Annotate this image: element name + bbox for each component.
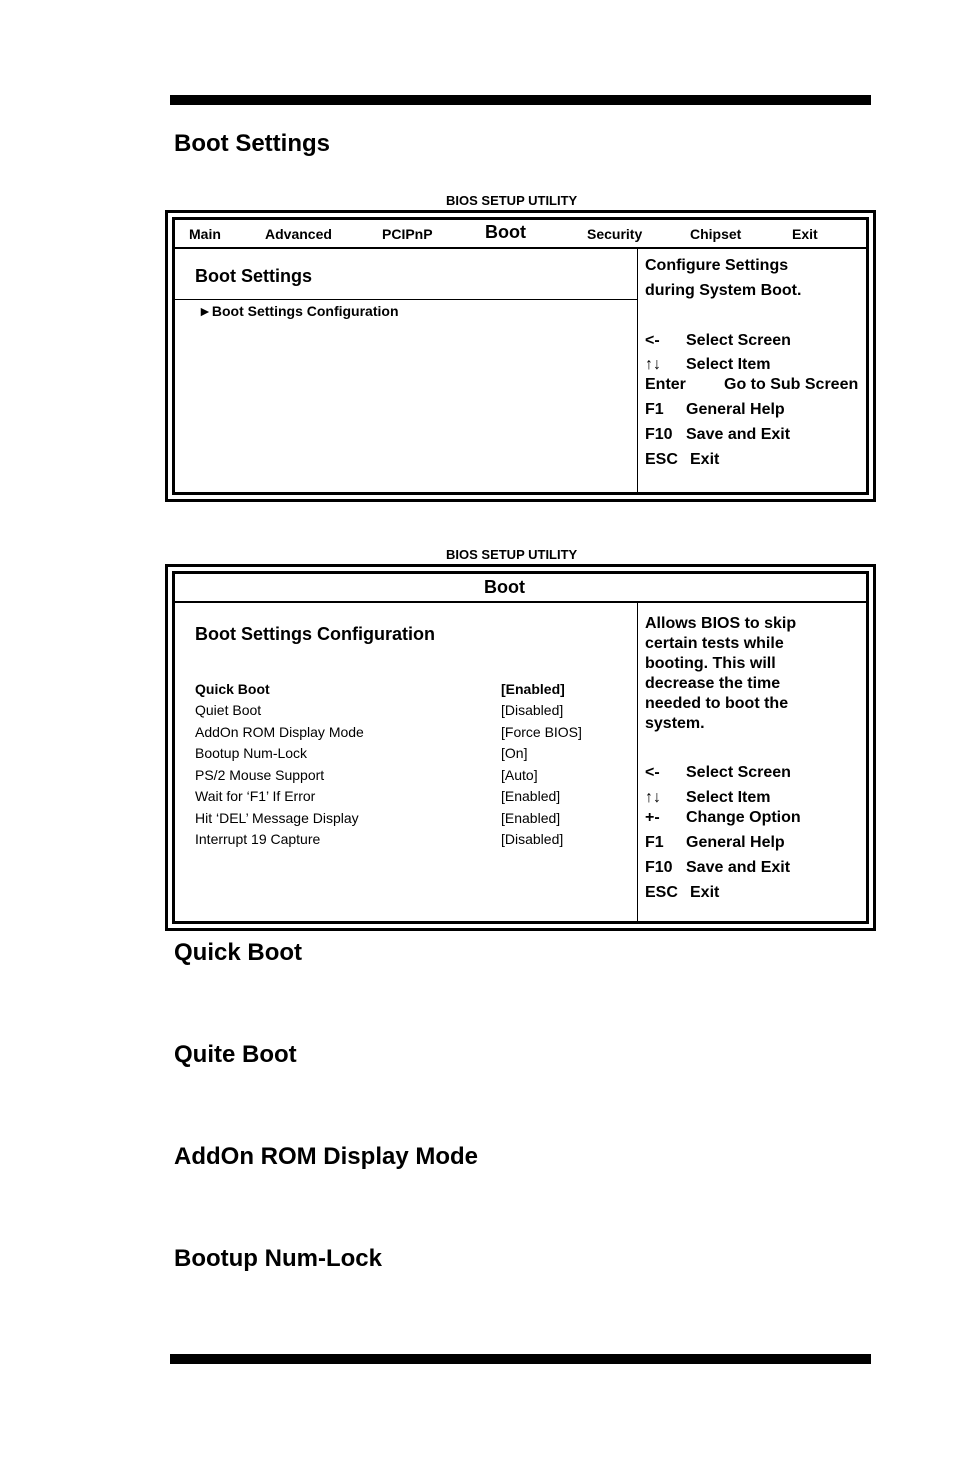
bios-header-bar bbox=[175, 574, 866, 603]
help-line: system. bbox=[645, 715, 705, 732]
help-line: Configure Settings bbox=[645, 257, 789, 274]
bios-screen-frame bbox=[172, 571, 869, 924]
key-hint: <- bbox=[645, 764, 660, 781]
menu-tab-security[interactable]: Security bbox=[587, 226, 643, 242]
key-hint: <- bbox=[645, 332, 660, 349]
help-line: Allows BIOS to skip bbox=[645, 615, 797, 632]
key-hint-desc: Exit bbox=[690, 451, 720, 468]
bios-screen-main bbox=[165, 210, 876, 502]
key-hint-desc: Select Item bbox=[686, 356, 771, 373]
bios-caption: BIOS SETUP UTILITY bbox=[446, 193, 578, 208]
key-hint-desc: Go to Sub Screen bbox=[724, 376, 859, 393]
key-hint: F10 bbox=[645, 426, 673, 443]
menu-tab-main[interactable]: Main bbox=[189, 226, 221, 242]
panel-divider bbox=[637, 249, 638, 492]
menu-tab-boot[interactable]: Boot bbox=[485, 222, 526, 242]
setting-label-quick-boot[interactable]: Quick Boot bbox=[195, 681, 270, 697]
setting-label-numlock[interactable]: Bootup Num-Lock bbox=[195, 745, 308, 761]
key-hint: ESC bbox=[645, 451, 678, 468]
bios-menu-bar bbox=[175, 220, 866, 249]
setting-value-interrupt-19[interactable]: [Disabled] bbox=[501, 831, 564, 847]
key-hint: F1 bbox=[645, 834, 664, 851]
panel-divider bbox=[637, 603, 638, 921]
setting-value-ps2-mouse[interactable]: [Auto] bbox=[501, 767, 538, 783]
section-title: Boot Settings Configuration bbox=[195, 624, 435, 644]
header-title: Boot bbox=[484, 577, 525, 597]
bios-screen-frame bbox=[172, 217, 869, 495]
help-line: decrease the time bbox=[645, 675, 781, 692]
help-line: booting. This will bbox=[645, 655, 776, 672]
setting-value-hit-del[interactable]: [Enabled] bbox=[501, 810, 561, 826]
setting-value-numlock[interactable]: [On] bbox=[501, 745, 528, 761]
key-hint: F10 bbox=[645, 859, 673, 876]
page-title: Boot Settings bbox=[174, 130, 330, 157]
key-hint-desc: Change Option bbox=[686, 809, 801, 826]
setting-label-interrupt-19[interactable]: Interrupt 19 Capture bbox=[195, 831, 321, 847]
heading-bootup-numlock: Bootup Num-Lock bbox=[174, 1245, 382, 1272]
section-title: Boot Settings bbox=[195, 266, 312, 286]
key-hint-desc: General Help bbox=[686, 834, 785, 851]
setting-label-addon-rom[interactable]: AddOn ROM Display Mode bbox=[195, 724, 364, 740]
menu-tab-chipset[interactable]: Chipset bbox=[690, 226, 742, 242]
bios-caption: BIOS SETUP UTILITY bbox=[446, 547, 578, 562]
key-hint-desc: Select Item bbox=[686, 789, 771, 806]
key-hint-desc: Select Screen bbox=[686, 332, 791, 349]
setting-label-quiet-boot[interactable]: Quiet Boot bbox=[195, 702, 262, 718]
heading-quick-boot: Quick Boot bbox=[174, 939, 303, 966]
key-hint-desc: Exit bbox=[690, 884, 720, 901]
menu-tab-advanced[interactable]: Advanced bbox=[265, 226, 332, 242]
key-hint-desc: General Help bbox=[686, 401, 785, 418]
setting-value-quiet-boot[interactable]: [Disabled] bbox=[501, 702, 564, 718]
key-hint: Enter bbox=[645, 376, 686, 393]
setting-value-wait-f1[interactable]: [Enabled] bbox=[501, 788, 561, 804]
help-line: during System Boot. bbox=[645, 282, 802, 299]
heading-addon-rom: AddOn ROM Display Mode bbox=[174, 1143, 479, 1170]
key-hint: ESC bbox=[645, 884, 678, 901]
help-line: needed to boot the bbox=[645, 695, 789, 712]
menu-tab-pcipnp[interactable]: PCIPnP bbox=[382, 226, 433, 242]
key-hint-desc: Save and Exit bbox=[686, 859, 791, 876]
bottom-rule bbox=[170, 1354, 871, 1364]
bios-screen-boot-config bbox=[165, 564, 876, 931]
key-hint: +- bbox=[645, 809, 660, 826]
key-hint: ↑↓ bbox=[645, 356, 661, 373]
key-hint-desc: Select Screen bbox=[686, 764, 791, 781]
setting-value-addon-rom[interactable]: [Force BIOS] bbox=[501, 724, 582, 740]
setting-label-wait-f1[interactable]: Wait for ‘F1’ If Error bbox=[195, 788, 316, 804]
heading-quite-boot: Quite Boot bbox=[174, 1041, 297, 1068]
help-line: certain tests while bbox=[645, 635, 784, 652]
key-hint: F1 bbox=[645, 401, 664, 418]
key-hint: ↑↓ bbox=[645, 789, 661, 806]
top-rule bbox=[170, 95, 871, 105]
section-divider bbox=[175, 299, 637, 300]
setting-label-ps2-mouse[interactable]: PS/2 Mouse Support bbox=[195, 767, 325, 783]
menu-tab-exit[interactable]: Exit bbox=[792, 226, 818, 242]
submenu-boot-settings-configuration[interactable]: ►Boot Settings Configuration bbox=[198, 303, 399, 319]
setting-label-hit-del[interactable]: Hit ‘DEL’ Message Display bbox=[195, 810, 359, 826]
key-hint-desc: Save and Exit bbox=[686, 426, 791, 443]
setting-value-quick-boot[interactable]: [Enabled] bbox=[501, 681, 565, 697]
